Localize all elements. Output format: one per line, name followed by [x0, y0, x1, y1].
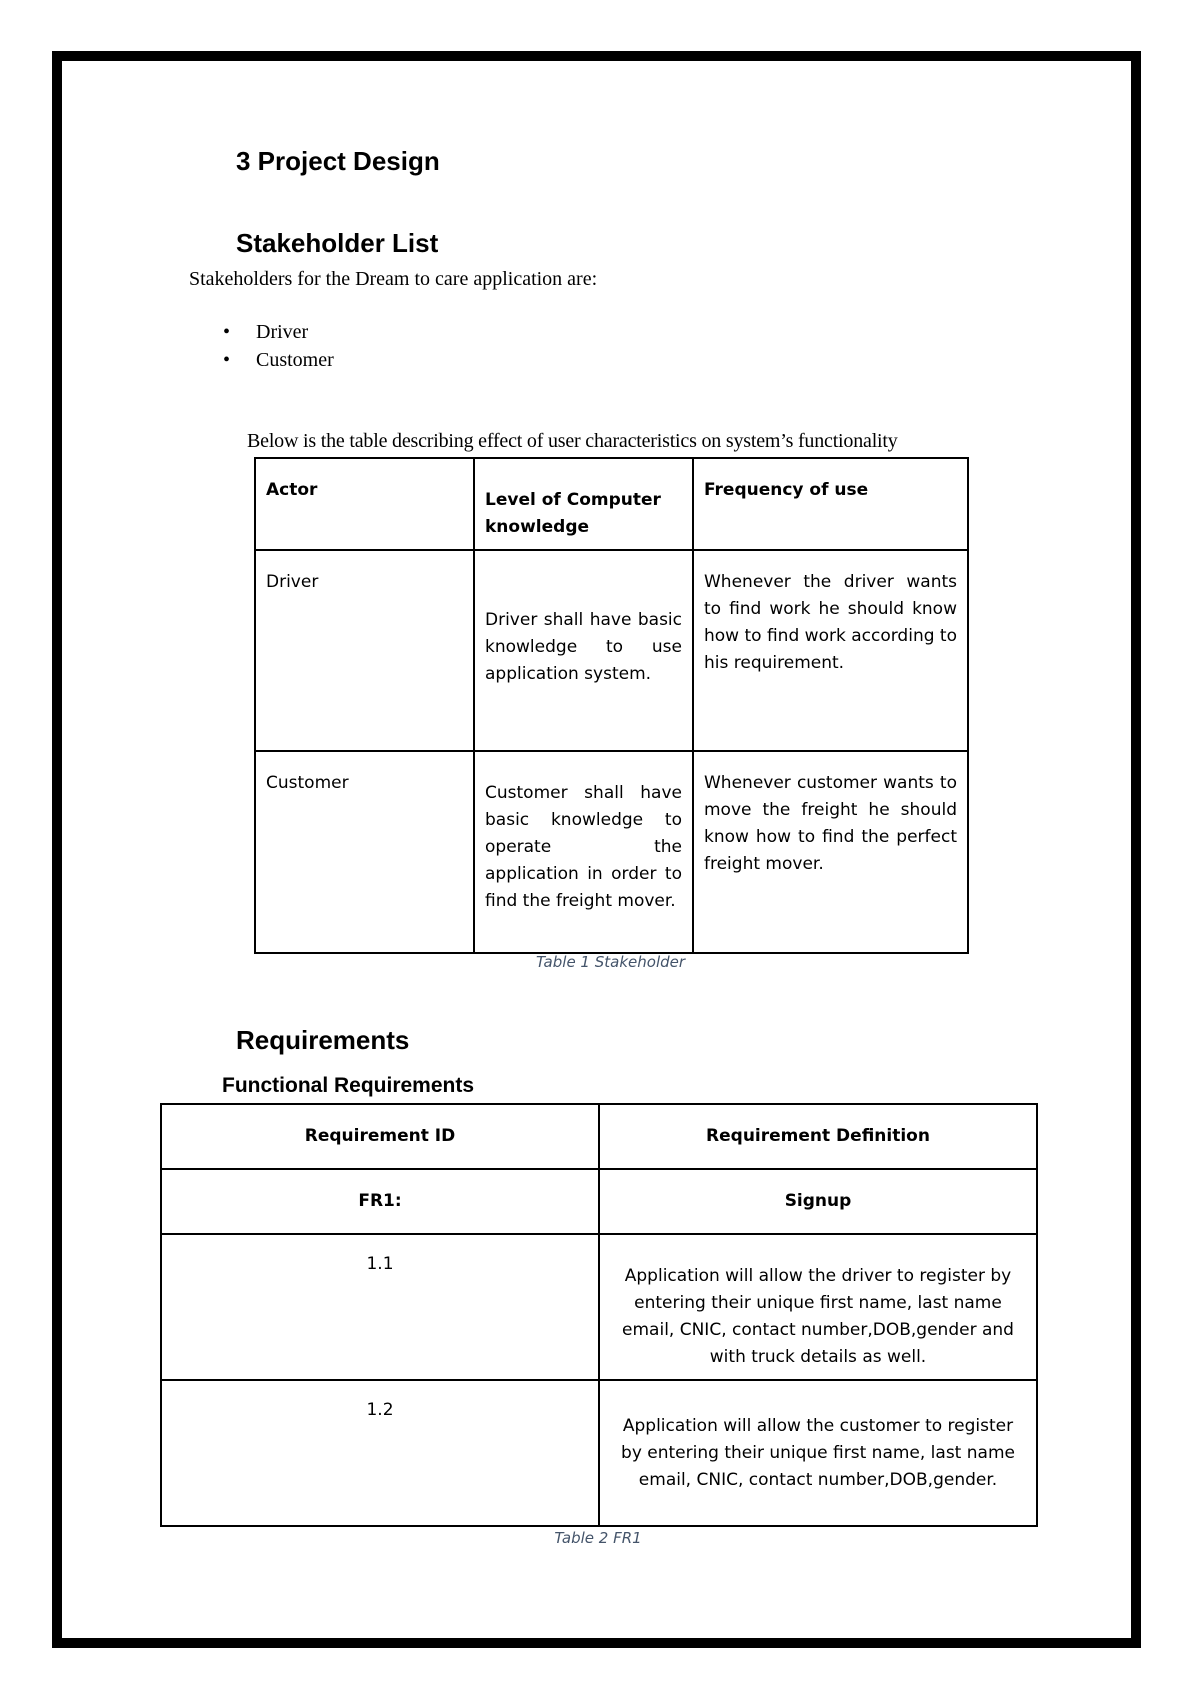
table-cell: Customer shall have basic knowledge to operate the application in order to find the freight mover.	[474, 751, 693, 953]
table-cell: Whenever customer wants to move the freight he should know how to find the perfect freight mover.	[693, 751, 968, 953]
requirements-heading: Requirements	[236, 1025, 410, 1055]
table-row	[255, 550, 968, 751]
table-caption: Table 2 FR1	[554, 1529, 642, 1547]
table-cell: Customer	[255, 751, 474, 953]
requirements-table	[160, 1103, 1038, 1527]
table-row	[255, 751, 968, 953]
table-row	[161, 1380, 1037, 1526]
stakeholder-table	[254, 457, 969, 954]
table-cell: 1.2	[161, 1380, 599, 1526]
header-cell: Actor	[255, 458, 474, 550]
header-cell: Level of Computer knowledge	[474, 458, 693, 550]
table-cell: Signup	[599, 1169, 1037, 1234]
functional-requirements-heading: Functional Requirements	[222, 1074, 475, 1097]
table-cell: Driver	[255, 550, 474, 751]
header-cell: Requirement Definition	[599, 1104, 1037, 1169]
table-row	[161, 1234, 1037, 1380]
table-group-row	[161, 1169, 1037, 1234]
table-cell: Application will allow the customer to register by entering their unique first name, last name email, CNIC, contact number,DOB,gender.	[599, 1380, 1037, 1526]
table-cell: 1.1	[161, 1234, 599, 1380]
section-title: 3 Project Design	[236, 146, 440, 176]
header-cell: Frequency of use	[693, 458, 968, 550]
bullet-icon: •	[223, 349, 231, 371]
table-cell: Application will allow the driver to register by entering their unique first name, last name email, CNIC, contact number,DOB,gender and with truck details as well.	[599, 1234, 1037, 1380]
table-header-row	[255, 458, 968, 550]
table-cell: FR1:	[161, 1169, 599, 1234]
table-intro: Below is the table describing effect of user characteristics on system’s functionality	[247, 430, 898, 452]
list-item: • Driver	[256, 318, 334, 346]
stakeholder-intro: Stakeholders for the Dream to care application are:	[189, 268, 598, 290]
stakeholder-list	[223, 318, 334, 374]
header-cell: Requirement ID	[161, 1104, 599, 1169]
table-cell: Whenever the driver wants to find work he should know how to find work according to his requirement.	[693, 550, 968, 751]
stakeholder-heading: Stakeholder List	[236, 228, 439, 258]
bullet-icon: •	[223, 321, 231, 343]
table-cell: Driver shall have basic knowledge to use application system.	[474, 550, 693, 751]
table-header-row	[161, 1104, 1037, 1169]
list-item: • Customer	[256, 346, 334, 374]
table-caption: Table 1 Stakeholder	[535, 953, 686, 971]
